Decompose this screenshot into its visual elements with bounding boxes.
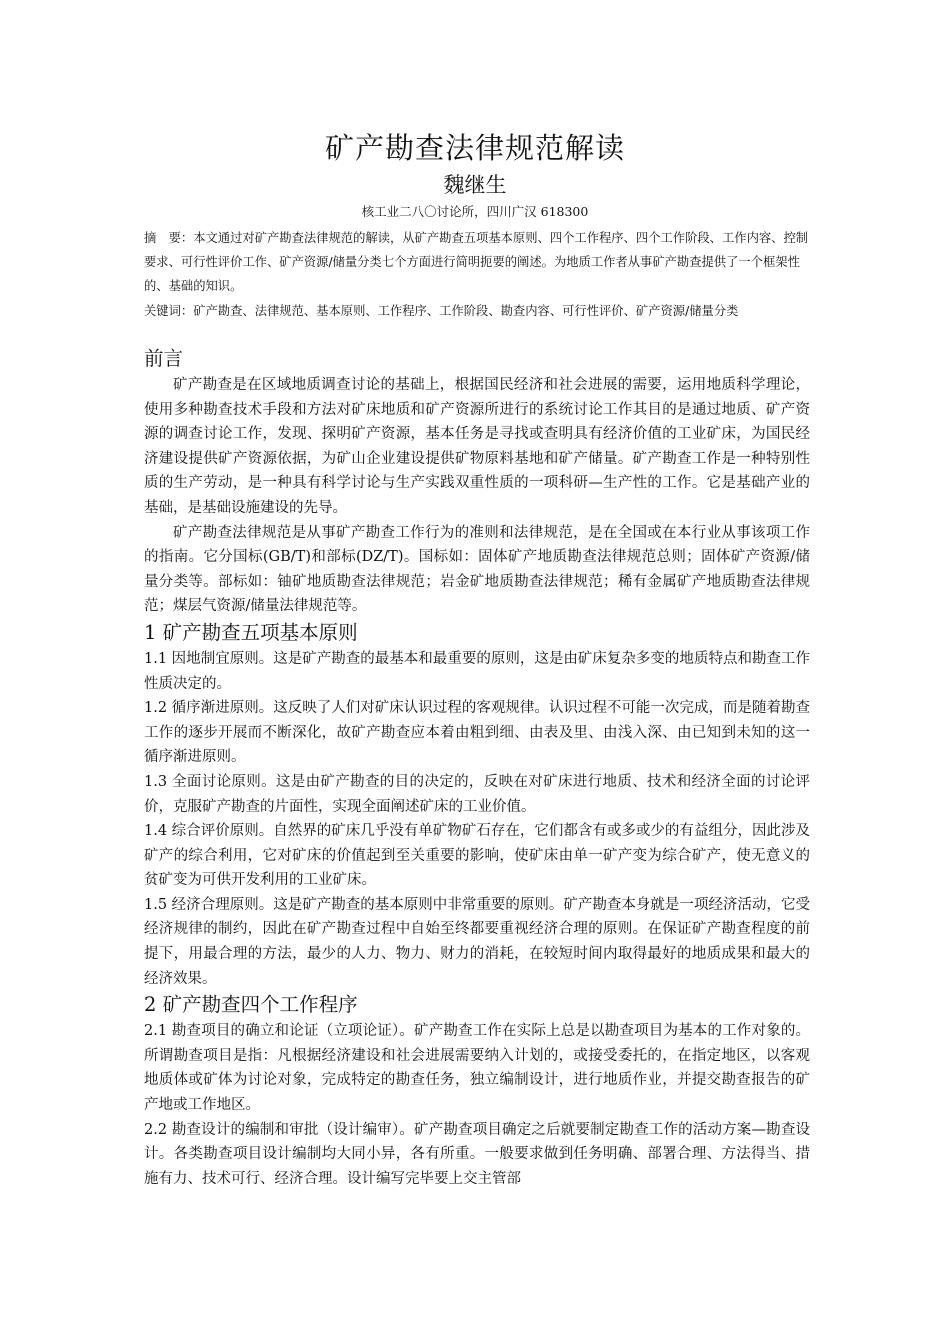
preface-paragraph-2: 矿产勘查法律规范是从事矿产勘查工作行为的准则和法律规范，是在全国或在本行业从事该项工作的指南。它分国标(GB/T)和部标(DZ/T)。国标如：固体矿产地质勘查法律规范总则；固体矿产资源/储量分类等。部标如：铀矿地质勘查法律规范；岩金矿地质勘查法律规范；稀有金属矿产地质勘查法律规范；煤层气资源/储量法律规范等。 — [144, 524, 810, 615]
preface-heading: 前言 — [144, 347, 184, 370]
section-2-2-paragraph: 2.2 勘查设计的编制和审批（设计编审）。矿产勘查项目确定之后就要制定勘查工作的活动方案—勘查设计。各类勘查项目设计编制均大同小异，各有所重。一般要求做到任务明确、部署合理、方法得当、措施有力、技术可行、经济合理。设计编写完毕要上交主管部 — [144, 1121, 810, 1187]
document-body — [144, 345, 810, 1191]
abstract-text: 本文通过对矿产勘查法律规范的解读，从矿产勘查五项基本原则、四个工作程序、四个工作阶段、工作内容、控制要求、可行性评价工作、矿产资源/储量分类七个方面进行简明扼要的阐述。为地质工作者从事矿产勘查提供了一个框架性的、基础的知识。 — [144, 231, 809, 293]
section-1-2-paragraph: 1.2 循序渐进原则。这反映了人们对矿床认识过程的客观规律。认识过程不可能一次完成，而是随着勘查工作的逐步开展而不断深化，故矿产勘查应本着由粗到细、由表及里、由浅入深、由已知到未知的这一循序渐进原则。 — [144, 700, 810, 766]
abstract — [144, 226, 816, 298]
section-1-5-paragraph: 1.5 经济合理原则。这是矿产勘查的基本原则中非常重要的原则。矿产勘查本身就是一项经济活动，它受经济规律的制约，因此在矿产勘查过程中自始至终都要重视经济合理的原则。在保证矿产勘查程度的前提下，用最合理的方法，最少的人力、物力、财力的消耗，在较短时间内取得最好的地质成果和最大的经济效果。 — [144, 896, 810, 987]
section-1-1-paragraph: 1.1 因地制宜原则。这是矿产勘查的最基本和最重要的原则，这是由矿床复杂多变的地质特点和勘查工作性质决定的。 — [144, 650, 810, 692]
keywords — [144, 299, 816, 323]
document-title: 矿产勘查法律规范解读 — [324, 131, 625, 165]
section-1-4-paragraph: 1.4 综合评价原则。自然界的矿床几乎没有单矿物矿石存在，它们都含有或多或少的有益组分，因此涉及矿产的综合利用，它对矿床的价值起到至关重要的影响，使矿床由单一矿产变为综合矿产，使无意义的贫矿变为可供开发利用的工业矿床。 — [144, 823, 810, 889]
preface-paragraph-1: 矿产勘查是在区域地质调查讨论的基础上，根据国民经济和社会进展的需要，运用地质科学理论，使用多种勘查技术手段和方法对矿床地质和矿产资源所进行的系统讨论工作其目的是通过地质、矿产资源的调查讨论工作，发现、探明矿产资源，基本任务是寻找或查明具有经济价值的工业矿床，为国民经济建设提供矿产资源依据，为矿山企业建设提供矿物原料基地和矿产储量。矿产勘查工作是一种特别性质的生产劳动，是一种具有科学讨论与生产实践双重性质的一项科研—生产性的工作。它是基础产业的基础，是基础设施建设的先导。 — [144, 377, 810, 516]
author-affiliation: 核工业二八〇讨论所，四川广汉 618300 — [361, 204, 589, 219]
section-1-heading: 1 矿产勘查五项基本原则 — [144, 620, 358, 644]
section-2-heading: 2 矿产勘查四个工作程序 — [144, 993, 358, 1017]
author-name: 魏继生 — [443, 173, 507, 197]
section-1-3-paragraph: 1.3 全面讨论原则。这是由矿产勘查的目的决定的，反映在对矿床进行地质、技术和经济全面的讨论评价，克服矿产勘查的片面性，实现全面阐述矿床的工业价值。 — [144, 773, 810, 815]
section-2-1-paragraph: 2.1 勘查项目的确立和论证（立项论证）。矿产勘查工作在实际上总是以勘查项目为基本的工作对象的。所谓勘查项目是指：凡根据经济建设和社会进展需要纳入计划的，或接受委托的，在指定地区，以客观地质体或矿体为讨论对象，完成特定的勘查任务，独立编制设计，进行地质作业，并提交勘查报告的矿产地或工作地区。 — [144, 1023, 810, 1114]
abstract-label: 摘 要： — [144, 231, 194, 245]
keywords-text: 矿产勘查、法律规范、基本原则、工作程序、工作阶段、勘查内容、可行性评价、矿产资源/储量分类 — [193, 304, 739, 318]
keywords-label: 关键词： — [144, 304, 194, 318]
